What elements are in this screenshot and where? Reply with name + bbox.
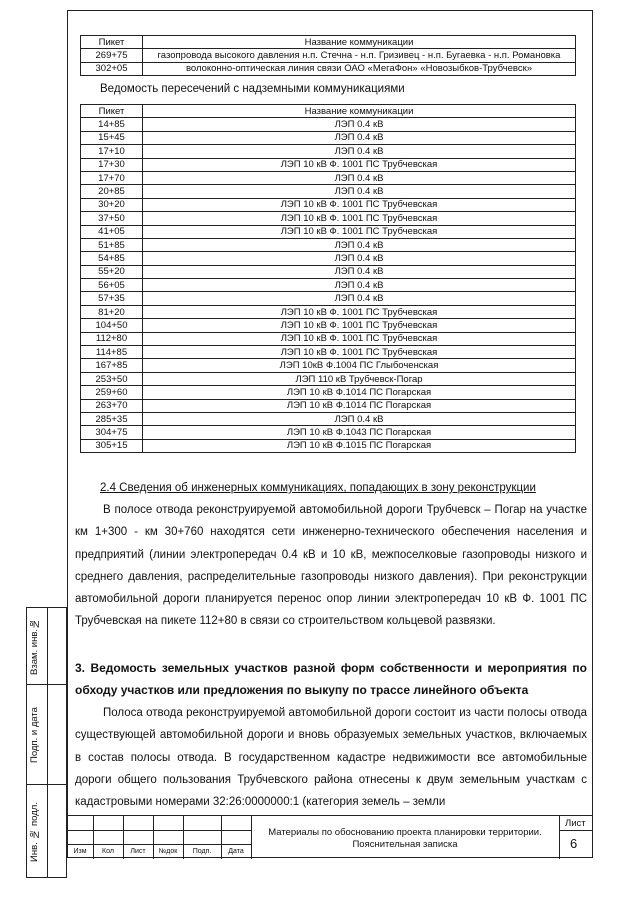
picket-cell: 104+50 xyxy=(81,319,143,332)
side-label-signature-date: Подп. и дата xyxy=(29,707,40,763)
communication-name-cell: ЛЭП 10 кВ Ф. 1001 ПС Трубчевская xyxy=(143,332,576,345)
document-title xyxy=(257,827,553,851)
communication-name-cell: ЛЭП 10 кВ Ф.1043 ПС Погарская xyxy=(143,426,576,439)
communication-name-cell: газопровода высокого давления н.п. Стечна - н.п. Гризивец - н.п. Бугаевка - н.п. Романовка xyxy=(143,49,576,62)
table-row xyxy=(81,412,576,425)
communication-name-cell: ЛЭП 0.4 кВ xyxy=(143,118,576,131)
picket-cell: 114+85 xyxy=(81,346,143,359)
picket-cell: 112+80 xyxy=(81,332,143,345)
communication-name-cell: ЛЭП 10 кВ Ф.1014 ПС Погарская xyxy=(143,399,576,412)
document-title-line-1: Материалы по обоснованию проекта планировки территории. xyxy=(268,827,542,838)
communication-name-cell: ЛЭП 10 кВ Ф. 1001 ПС Трубчевская xyxy=(143,212,576,225)
section-3-heading: 3. Ведомость земельных участков разной форм собственности и мероприятия по обходу участков или предложения по выкупу по трассе линейного объекта xyxy=(75,661,587,698)
table-row xyxy=(81,319,576,332)
section-2-4-heading: 2.4 Сведения об инженерных коммуникациях, попадающих в зону реконструкции xyxy=(100,482,536,494)
table-row xyxy=(81,265,576,278)
title-block xyxy=(67,815,593,859)
picket-cell: 30+20 xyxy=(81,198,143,211)
communication-name-cell: ЛЭП 10 кВ Ф. 1001 ПС Трубчевская xyxy=(143,198,576,211)
picket-cell: 263+70 xyxy=(81,399,143,412)
picket-cell: 253+50 xyxy=(81,372,143,385)
table-row xyxy=(81,439,576,452)
picket-cell: 15+45 xyxy=(81,131,143,144)
section-3-body: Полоса отвода реконструируемой автомобильной дороги состоит из части полосы отвода существующей автомобильной дороги и вновь образуемых земельных участков, включаемых в состав полосы отвода. В государственном кадастре недвижимости все автомобильные дороги общего пользования Трубчевского района отнесены к двум земельным участкам с кадастровыми номерами 32:26:0000000:1 (категория земель – земли xyxy=(75,707,587,809)
table-row xyxy=(81,49,576,62)
communication-name-cell: ЛЭП 0.4 кВ xyxy=(143,252,576,265)
side-label-original-inv: Инв. № подл. xyxy=(29,802,40,862)
table-row xyxy=(81,145,576,158)
stamp-col-ndok: №док xyxy=(158,848,178,855)
stamp-col-list: Лист xyxy=(130,848,146,855)
communication-name-cell: ЛЭП 10 кВ Ф. 1001 ПС Трубчевская xyxy=(143,158,576,171)
table-row xyxy=(81,359,576,372)
communication-name-cell: ЛЭП 0.4 кВ xyxy=(143,185,576,198)
picket-cell: 51+85 xyxy=(81,238,143,251)
picket-cell: 14+85 xyxy=(81,118,143,131)
picket-cell: 305+15 xyxy=(81,439,143,452)
communication-name-cell: ЛЭП 10 кВ Ф.1015 ПС Погарская xyxy=(143,439,576,452)
sheet-number: 6 xyxy=(570,836,578,851)
communication-name-cell: ЛЭП 0.4 кВ xyxy=(143,292,576,305)
table-row xyxy=(81,212,576,225)
picket-cell: 304+75 xyxy=(81,426,143,439)
table-header-row xyxy=(81,105,576,118)
stamp-col-data: Дата xyxy=(228,848,244,855)
table-row xyxy=(81,185,576,198)
communication-name-cell: ЛЭП 10 кВ Ф.1014 ПС Погарская xyxy=(143,386,576,399)
document-title-line-2: Пояснительная записка xyxy=(352,839,458,850)
stamp-col-podp: Подп. xyxy=(192,848,212,855)
column-header-picket: Пикет xyxy=(81,105,143,118)
table-row xyxy=(81,252,576,265)
table-row xyxy=(81,279,576,292)
table-row xyxy=(81,62,576,75)
communication-name-cell: ЛЭП 0.4 кВ xyxy=(143,412,576,425)
column-header-name: Название коммуникации xyxy=(143,105,576,118)
sheet-label: Лист xyxy=(565,818,586,829)
table-row xyxy=(81,346,576,359)
stamp-col-izm: Изм xyxy=(73,848,87,855)
communication-name-cell: ЛЭП 0.4 кВ xyxy=(143,279,576,292)
table-row xyxy=(81,171,576,184)
table-header-row xyxy=(81,36,576,49)
communication-name-cell: ЛЭП 10 кВ Ф. 1001 ПС Трубчевская xyxy=(143,346,576,359)
side-stamp xyxy=(26,607,67,878)
table-row xyxy=(81,198,576,211)
picket-cell: 259+60 xyxy=(81,386,143,399)
picket-cell: 17+70 xyxy=(81,171,143,184)
communication-name-cell: волоконно-оптическая линия связи ОАО «МегаФон» «Новозыбков-Трубчевск» xyxy=(143,62,576,75)
communication-name-cell: ЛЭП 0.4 кВ xyxy=(143,145,576,158)
picket-cell: 54+85 xyxy=(81,252,143,265)
overhead-table-caption: Ведомость пересечений с надземными коммуникациями xyxy=(100,83,405,95)
picket-cell: 37+50 xyxy=(81,212,143,225)
table-row xyxy=(81,305,576,318)
column-header-name: Название коммуникации xyxy=(143,36,576,49)
picket-cell: 56+05 xyxy=(81,279,143,292)
picket-cell: 41+05 xyxy=(81,225,143,238)
picket-cell: 55+20 xyxy=(81,265,143,278)
picket-cell: 302+05 xyxy=(81,62,143,75)
column-header-picket: Пикет xyxy=(81,36,143,49)
table-row xyxy=(81,225,576,238)
table-row xyxy=(81,238,576,251)
picket-cell: 17+10 xyxy=(81,145,143,158)
underground-crossings-table xyxy=(80,35,576,76)
table-row xyxy=(81,399,576,412)
picket-cell: 167+85 xyxy=(81,359,143,372)
communication-name-cell: ЛЭП 110 кВ Трубчевск-Погар xyxy=(143,372,576,385)
picket-cell: 17+30 xyxy=(81,158,143,171)
table-row xyxy=(81,426,576,439)
communication-name-cell: ЛЭП 10 кВ Ф. 1001 ПС Трубчевская xyxy=(143,319,576,332)
picket-cell: 269+75 xyxy=(81,49,143,62)
picket-cell: 81+20 xyxy=(81,305,143,318)
table-row xyxy=(81,292,576,305)
side-label-replacement-inv: Взам. инв.№ xyxy=(29,617,40,675)
stamp-col-kol: Кол xyxy=(102,848,114,855)
table-row xyxy=(81,386,576,399)
table-row xyxy=(81,118,576,131)
section-2-4-body: В полосе отвода реконструируемой автомобильной дороги Трубчевск – Погар на участке км 1+300 - км 30+760 находятся сети инженерно-технического обеспечения населения и предприятий (линии электропередач 0.4 кВ и 10 кВ, межпоселковые газопроводы низкого и среднего давления, распределительные газопроводы низкого давления). При реконструкции автомобильной дороги планируется перенос опор линии электропередач 10 кВ Ф. 1001 ПС Трубчевская на пикете 112+80 в связи со строительством кольцевой развязки. xyxy=(75,504,587,628)
table-row xyxy=(81,158,576,171)
table-row xyxy=(81,332,576,345)
table-row xyxy=(81,372,576,385)
picket-cell: 285+35 xyxy=(81,412,143,425)
communication-name-cell: ЛЭП 10 кВ Ф. 1001 ПС Трубчевская xyxy=(143,225,576,238)
communication-name-cell: ЛЭП 10 кВ Ф. 1001 ПС Трубчевская xyxy=(143,305,576,318)
communication-name-cell: ЛЭП 0.4 кВ xyxy=(143,131,576,144)
overhead-crossings-table xyxy=(80,104,576,453)
table-row xyxy=(81,131,576,144)
communication-name-cell: ЛЭП 10кВ Ф.1004 ПС Глыбоченская xyxy=(143,359,576,372)
communication-name-cell: ЛЭП 0.4 кВ xyxy=(143,238,576,251)
communication-name-cell: ЛЭП 0.4 кВ xyxy=(143,265,576,278)
picket-cell: 57+35 xyxy=(81,292,143,305)
picket-cell: 20+85 xyxy=(81,185,143,198)
communication-name-cell: ЛЭП 0.4 кВ xyxy=(143,171,576,184)
